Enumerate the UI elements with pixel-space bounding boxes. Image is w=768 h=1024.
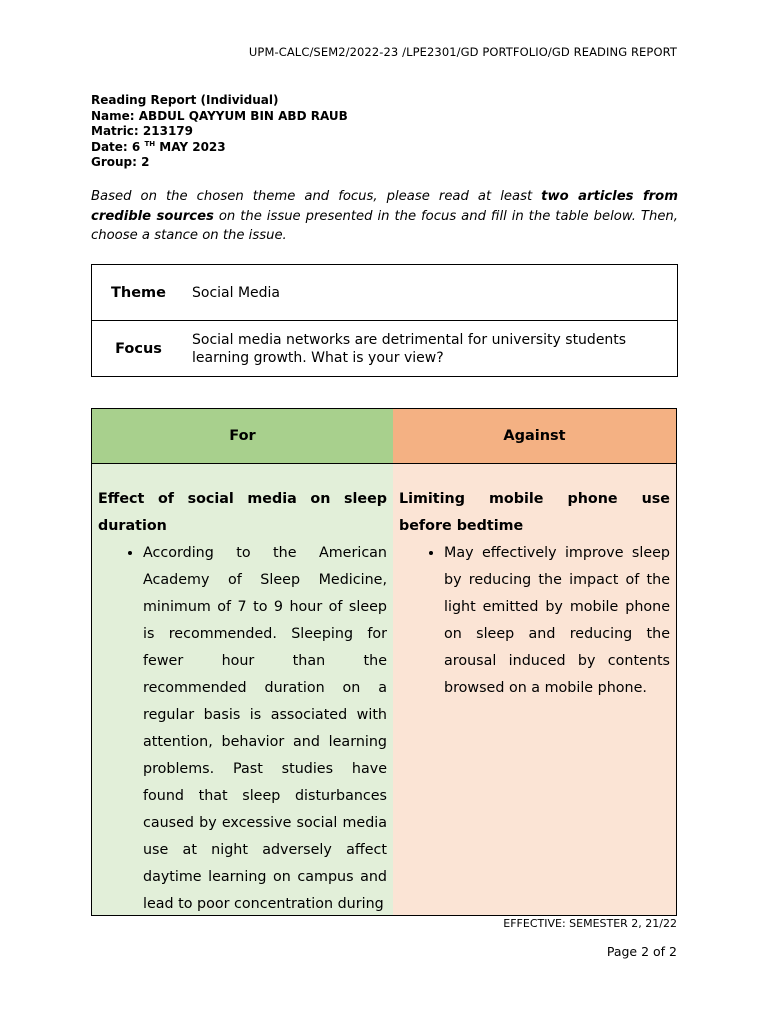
against-column	[393, 464, 676, 915]
matric-number: Matric: 213179	[91, 124, 193, 138]
page-number: Page 2 of 2	[606, 944, 677, 959]
against-point-item: • May effectively improve sleep by reducing the impact of the light emitted by mobile phone on sleep and reducing the arousal induced by contents browsed on a mobile phone.	[444, 540, 670, 702]
student-info	[91, 93, 348, 171]
report-title: Reading Report (Individual)	[91, 93, 279, 107]
theme-row	[92, 265, 678, 321]
instructions: Based on the chosen theme and focus, please read at least two articles from credible sources on the issue presented in the focus and fill in the table below. Then, choose a stance on the issue.	[91, 189, 678, 243]
for-points-list	[98, 540, 387, 915]
table-body-row	[92, 464, 676, 915]
group-number: Group: 2	[91, 155, 150, 169]
document-reference: UPM-CALC/SEM2/2022-23 /LPE2301/GD PORTFOLIO/GD READING REPORT	[248, 45, 677, 59]
effective-note: EFFECTIVE: SEMESTER 2, 21/22	[503, 917, 677, 930]
for-header: For	[92, 409, 393, 463]
focus-row	[92, 321, 678, 377]
against-header: Against	[393, 409, 676, 463]
against-points-list	[399, 540, 670, 702]
focus-label: Focus	[92, 321, 186, 377]
theme-label: Theme	[92, 265, 186, 321]
for-column	[92, 464, 393, 915]
focus-value: Social media networks are detrimental for university students learning growth. What is your view?	[185, 321, 678, 377]
for-point-title: Effect of social media on sleep duration	[98, 491, 387, 534]
table-header-row	[92, 409, 676, 464]
for-point-item: • According to the American Academy of Sleep Medicine, minimum of 7 to 9 hour of sleep is recommended. Sleeping for fewer hour than the recommended duration on a regular basis is associated with attention, behavior and learning problems. Past studies have found that sleep disturbances caused by excessive social media use at night adversely affect daytime learning on campus and lead to poor concentration during	[143, 540, 387, 915]
report-date: Date: 6 $^{TH}$ MAY 2023	[91, 139, 226, 154]
student-name: Name: ABDUL QAYYUM BIN ABD RAUB	[91, 108, 348, 123]
theme-value: Social Media	[185, 265, 678, 321]
against-point-title: Limiting mobile phone use before bedtime	[399, 491, 670, 534]
for-against-table	[91, 408, 677, 916]
theme-focus-table	[91, 264, 678, 377]
